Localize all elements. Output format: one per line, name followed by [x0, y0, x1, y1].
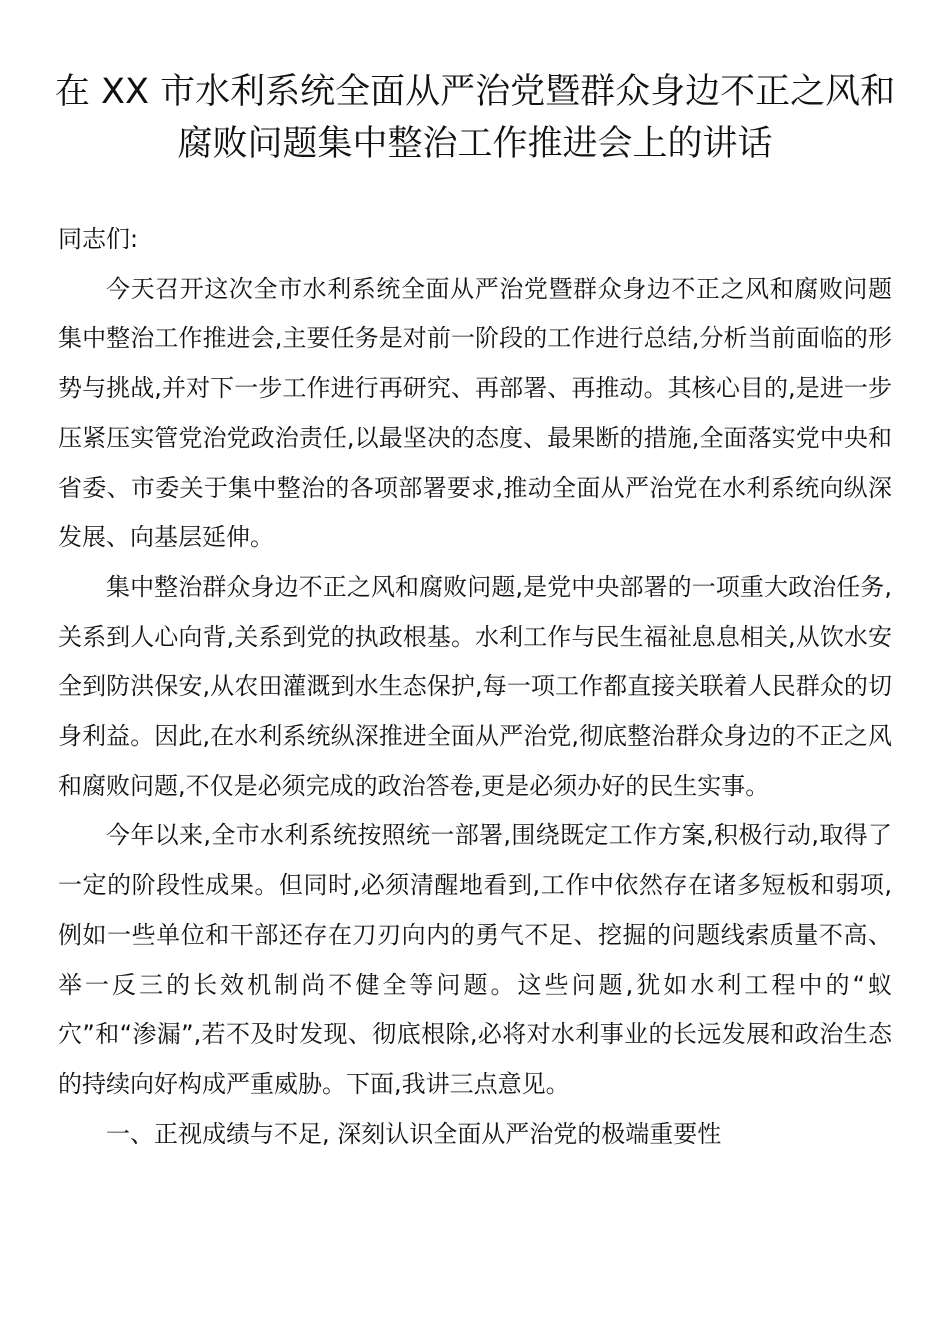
salutation: 同志们: [58, 225, 139, 253]
title-line-1: 在 XX 市水利系统全面从严治党暨群众身边不正之风和 [54, 72, 896, 112]
document-title [40, 66, 910, 170]
paragraph-1: 今天召开这次全市水利系统全面从严治党暨群众身边不正之风和腐败问题集中整治工作推进会,主要任务是对前一阶段的工作进行总结,分析当前面临的形势与挑战,并对下一步工作进行再研究、再部署、再推动。其核心目的,是进一步压紧压实管党治党政治责任,以最坚决的态度、最果断的措施,全面落实党中央和省委、市委关于集中整治的各项部署要求,推动全面从严治党在水利系统向纵深发展、向基层延伸。 [58, 274, 892, 552]
document-body [58, 215, 892, 1159]
paragraph-3: 今年以来,全市水利系统按照统一部署,围绕既定工作方案,积极行动,取得了一定的阶段性成果。但同时,必须清醒地看到,工作中依然存在诸多短板和弱项,例如一些单位和干部还存在刀刃向内的勇气不足、挖掘的问题线索质量不高、举一反三的长效机制尚不健全等问题。这些问题,犹如水利工程中的“蚁穴”和“渗漏”,若不及时发现、彻底根除,必将对水利事业的长远发展和政治生态的持续向好构成严重威胁。下面,我讲三点意见。 [58, 821, 892, 1098]
title-line-2: 腐败问题集中整治工作推进会上的讲话 [177, 124, 773, 164]
paragraph-2: 集中整治群众身边不正之风和腐败问题,是党中央部署的一项重大政治任务,关系到人心向背,关系到党的执政根基。水利工作与民生福祉息息相关,从饮水安全到防洪保安,从农田灌溉到水生态保护,每一项工作都直接关联着人民群众的切身利益。因此,在水利系统纵深推进全面从严治党,彻底整治群众身边的不正之风和腐败问题,不仅是必须完成的政治答卷,更是必须办好的民生实事。 [58, 572, 892, 800]
section-heading-1: 一、正视成绩与不足, 深刻认识全面从严治党的极端重要性 [106, 1119, 722, 1148]
